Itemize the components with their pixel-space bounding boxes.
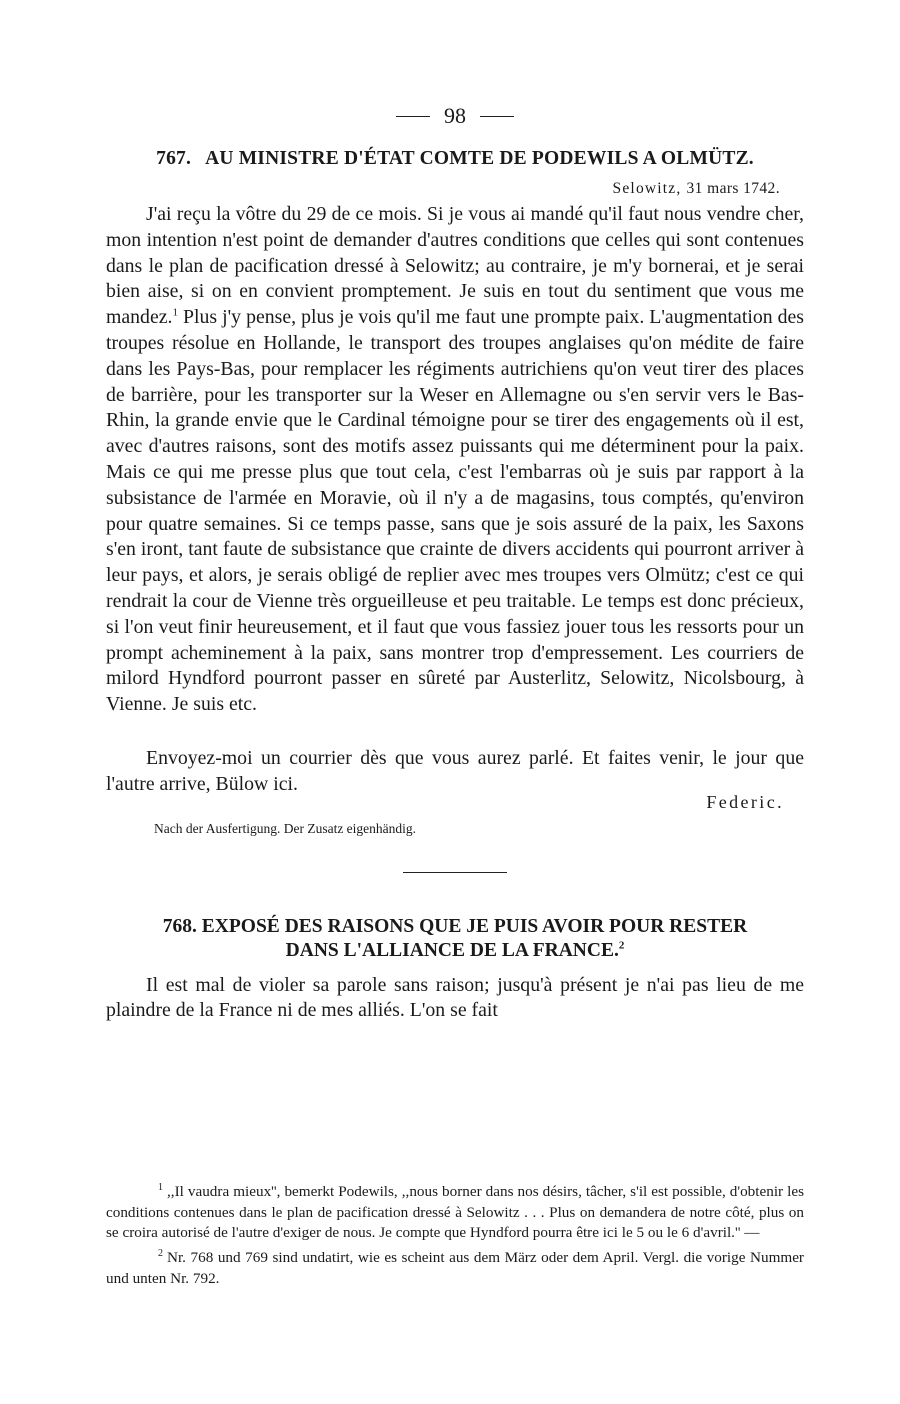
- document-768-title-line2: DANS L'ALLIANCE DE LA FRANCE.: [285, 939, 619, 961]
- page-number-dash-left: [396, 116, 430, 117]
- letter-767-heading: [106, 146, 804, 172]
- letter-767-date: 31 mars 1742.: [686, 180, 780, 197]
- page-number-line: [106, 100, 804, 132]
- footnote-2-mark: 2: [158, 1247, 163, 1259]
- letter-767-signature: Federic.: [706, 791, 784, 812]
- footnote-1: [106, 1178, 804, 1244]
- page-number-dash-right: [480, 116, 514, 117]
- footnotes: [106, 1178, 804, 1289]
- letter-767-number: 767.: [156, 148, 192, 169]
- letter-767-body-part2: Plus j'y pense, plus je vois qu'il me faut une prompte paix. L'augmentation des troupes résolue en Hollande, le transport des troupes anglaises qu'on médite de faire dans les Pays-Bas, pour remplacer les régiments autrichiens qu'on veut tirer des places de barrière, pour les transporter sur la Weser en Allemagne ou s'en servir vers le Bas-Rhin, la grande envie que le Cardinal témoigne pour se tirer des engagements où il est, avec d'autres raisons, sont des motifs assez puissants qui me déterminent pour la paix. Mais ce qui me presse plus que tout cela, c'est l'embarras où je suis par rapport à la subsistance de l'armée en Moravie, où il n'y a de magasins, tous comptés, qu'environ pour quatre semaines. Si ce temps passe, sans que je sois assuré de la paix, les Saxons s'en iront, tant faute de subsistance que crainte de divers accidents qui pourront arriver à leur pays, et alors, je serais obligé de replier avec mes troupes vers Olmütz; c'est ce qui rendrait la cour de Vienne très orgueilleuse et peu traitable. Le temps est donc précieux, si l'on veut finir heureusement, et il faut que vous fassiez jouer tous les ressorts pour un prompt acheminement à la paix, sans montrer trop d'empressement. Les courriers de milord Hyndford pourront passer en sûreté par Austerlitz, Selowitz, Nicolsbourg, à Vienne. Je suis etc.: [106, 306, 804, 716]
- letter-767-body-part1: J'ai reçu la vôtre du 29 de ce mois. Si je vous ai mandé qu'il faut nous vendre cher, mon intention n'est point de demander d'autres conditions que celles qui sont contenues dans le plan de pacification dressé à Selowitz; au contraire, je m'y bornerai, et je serai bien aise, si on en convient promptement. Je suis en tout du sentiment que vous me mandez.: [106, 203, 804, 329]
- letter-767-postscript: Envoyez-moi un courrier dès que vous aurez parlé. Et faites venir, le jour que l'autre arrive, Bülow ici.: [106, 746, 804, 795]
- document-768-number: 768.: [162, 915, 197, 937]
- section-divider: [403, 872, 507, 873]
- letter-767-title: AU MINISTRE D'ÉTAT COMTE DE PODEWILS A OLMÜTZ.: [205, 148, 754, 169]
- letter-767-dateline: [106, 180, 780, 198]
- footnote-2-text: Nr. 768 und 769 sind undatirt, wie es scheint aus dem März oder dem April. Vergl. die vorige Nummer und unten Nr. 792.: [106, 1248, 804, 1287]
- letter-767-body: [106, 202, 804, 718]
- footnote-ref-1: 1: [172, 306, 178, 319]
- page-content: [106, 100, 804, 1024]
- footnote-2: [106, 1244, 804, 1289]
- letter-767-place: Selowitz,: [612, 180, 682, 197]
- footnote-1-mark: 1: [158, 1182, 163, 1193]
- document-768-heading: [106, 915, 804, 963]
- document-768-body: Il est mal de violer sa parole sans raison; jusqu'à présent je n'ai pas lieu de me plaindre de la France ni de mes alliés. L'on se fait: [106, 973, 804, 1022]
- footnote-ref-2: 2: [618, 939, 625, 952]
- footnote-1-text: ,,Il vaudra mieux'', bemerkt Podewils, ,,nous borner dans nos désirs, tâcher, s'il est possible, d'obtenir les conditions contenues dans le plan de pacification dressé à Selowitz . . . Plus on demandera de notre côté, plus on se croira autorisé de l'autre d'exiger de nous. Je compte que Hyndford pourra être ici le 5 ou le 6 d'avril.'' —: [106, 1183, 804, 1242]
- document-768-title-line1: EXPOSÉ DES RAISONS QUE JE PUIS AVOIR POUR RESTER: [201, 915, 748, 937]
- page-number: 98: [444, 103, 466, 128]
- letter-767-source-note: Nach der Ausfertigung. Der Zusatz eigenhändig.: [154, 820, 417, 836]
